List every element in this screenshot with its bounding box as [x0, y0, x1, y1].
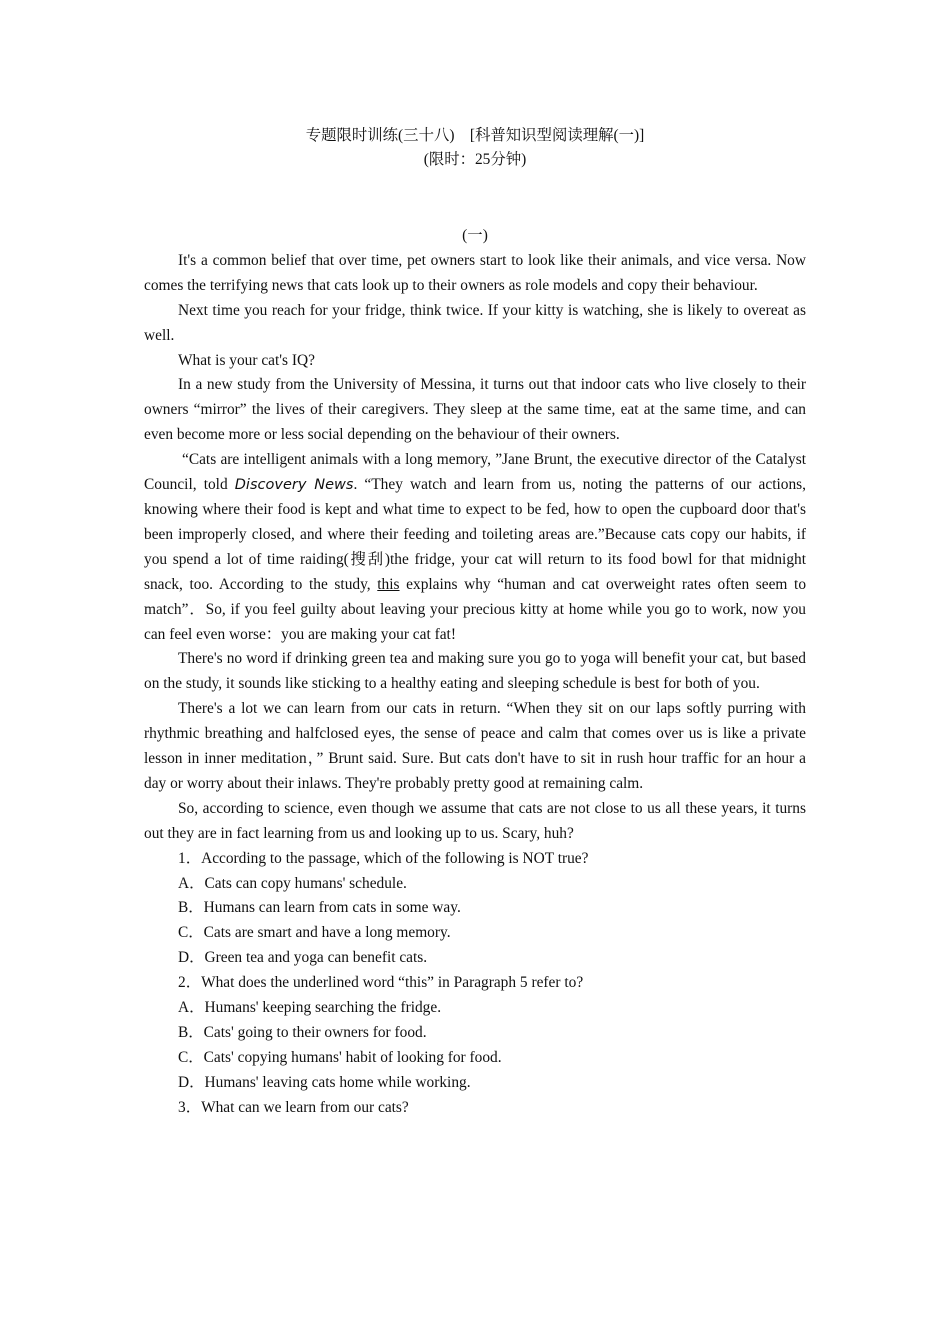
document-page [144, 124, 806, 1121]
question-2-option-c: C．Cats' copying humans' habit of looking for food. [178, 1048, 502, 1066]
paragraph-5-part-a: “Cats are intelligent animals with a long memory, ”Jane Brunt, the executive director of the Catalyst Council, told [144, 451, 806, 494]
question-2-option-b: B．Cats' going to their owners for food. [178, 1024, 427, 1041]
passage-paragraph-7: There's a lot we can learn from our cats in return. “When they sit on our laps softly purring with rhythmic breathing and halfclosed eyes, the sense of peace and calm that comes over us is like a private lesson in inner meditation，” Brunt said. Sure. But cats don't have to sit in rush hour traffic for an hour a day or worry about their inlaws. They're probably pretty good at remaining calm. [144, 700, 806, 792]
passage-paragraph-1: It's a common belief that over time, pet owners start to look like their animals, and vice versa. Now comes the terrifying news that cats look up to their owners as role models and copy their behaviour. [144, 251, 806, 294]
paragraph-5-part-c: explains why “human and cat overweight rates often seem to match”．So, if you feel guilty about leaving your precious kitty at home while you go to work, now you can feel even worse：you are making your cat fat! [144, 575, 807, 643]
paragraph-5-part-b: . “They watch and learn from us, noting the patterns of our actions, knowing where their food is kept and what time to expect to be fed, how to open the cupboard door that's been improperly closed, and where their feeding and toileting areas are.”Because cats copy our habits, if you spend a lot of time raiding(搜刮)the fridge, your cat will return to its food bowl for that midnight snack, too. According to the study, [144, 476, 806, 593]
passage-paragraph-8: So, according to science, even though we assume that cats are not close to us all these years, it turns out they are in fact learning from us and looking up to us. Scary, huh? [144, 799, 806, 842]
question-1-stem: 1．According to the passage, which of the following is NOT true? [178, 849, 589, 867]
question-2-option-a: A．Humans' keeping searching the fridge. [178, 999, 442, 1017]
time-limit: (限时：25分钟) [423, 151, 527, 168]
question-1-option-b: B．Humans can learn from cats in some way. [178, 899, 461, 917]
question-3-stem: 3．What can we learn from our cats? [178, 1098, 409, 1116]
passage-paragraph-4: In a new study from the University of Messina, it turns out that indoor cats who live closely to their owners “mirror” the lives of their caregivers. They sleep at the same time, eat at the same time, and can even become more or less social depending on the behaviour of their owners. [144, 376, 806, 444]
question-1-option-d: D．Green tea and yoga can benefit cats. [178, 949, 428, 967]
underlined-word: this [377, 575, 400, 593]
passage-paragraph-2: Next time you reach for your fridge, think twice. If your kitty is watching, she is likely to overeat as well. [144, 301, 806, 344]
question-1-option-a: A．Cats can copy humans' schedule. [178, 874, 407, 892]
question-list [144, 847, 806, 1121]
question-2-stem: 2．What does the underlined word “this” in Paragraph 5 refer to? [178, 974, 584, 992]
passage-paragraph-5 [144, 448, 806, 647]
question-1-option-c: C．Cats are smart and have a long memory. [178, 924, 451, 942]
publication-name: Discovery News [234, 477, 354, 494]
section-label: (一) [462, 227, 488, 244]
page-title: 专题限时训练(三十八) [科普知识型阅读理解(一)] [305, 127, 645, 144]
passage-paragraph-3: What is your cat's IQ? [178, 351, 315, 369]
passage-paragraph-6: There's no word if drinking green tea and making sure you go to yoga will benefit your cat, but based on the study, it sounds like sticking to a healthy eating and sleeping schedule is best for both of you. [144, 650, 806, 693]
question-2-option-d: D．Humans' leaving cats home while working. [178, 1073, 471, 1091]
